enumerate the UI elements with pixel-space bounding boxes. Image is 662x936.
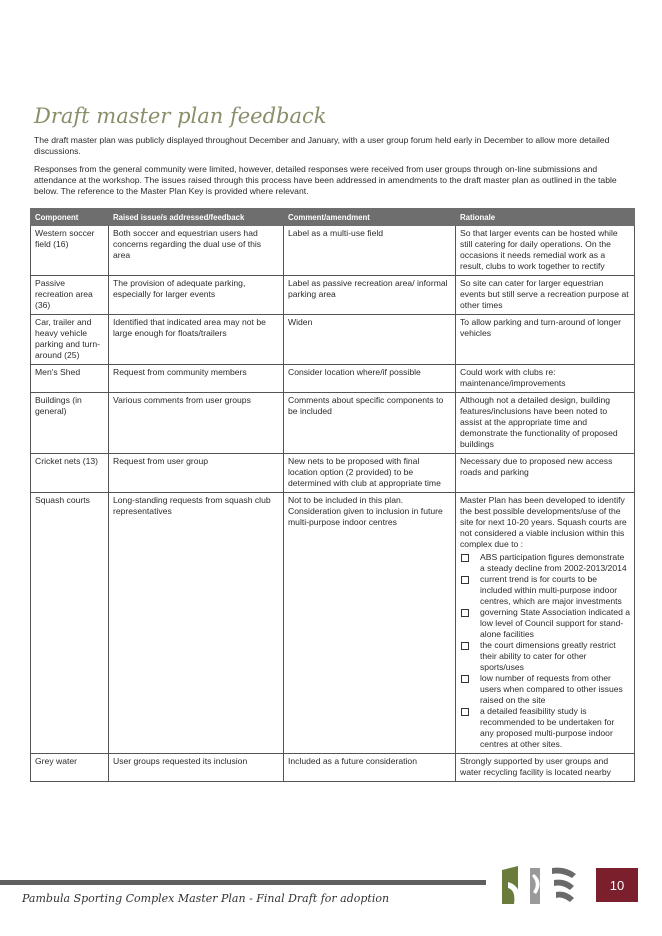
checkbox-icon — [461, 708, 469, 716]
table-row — [31, 393, 635, 454]
cell-rationale — [456, 493, 635, 754]
bullet-item — [460, 574, 630, 607]
cell-component: Cricket nets (13) — [31, 454, 109, 493]
footer-divider — [0, 880, 486, 885]
cell-component: Passive recreation area (36) — [31, 276, 109, 315]
checkbox-icon — [461, 675, 469, 683]
table-row — [31, 365, 635, 393]
cell-issue: Both soccer and equestrian users had concerns regarding the dual use of this area — [109, 226, 284, 276]
bullet-item — [460, 706, 630, 750]
cell-rationale: So that larger events can be hosted while still catering for daily operations. On the occasions it needs remedial work as a result, clubs to work together to rectify — [456, 226, 635, 276]
cell-comment: Label as a multi-use field — [284, 226, 456, 276]
bullet-text: the court dimensions greatly restrict their ability to cater for other sports/uses — [480, 640, 616, 672]
cell-rationale: Could work with clubs re: maintenance/improvements — [456, 365, 635, 393]
cell-comment: Not to be included in this plan. Consideration given to inclusion in future multi-purpose indoor centres — [284, 493, 456, 754]
column-header-issue: Raised issue/s addressed/feedback — [109, 209, 284, 226]
feedback-table — [30, 208, 635, 782]
cell-issue: Various comments from user groups — [109, 393, 284, 454]
cell-component: Squash courts — [31, 493, 109, 754]
bullet-text: governing State Association indicated a low level of Council support for stand-alone facilities — [480, 607, 631, 639]
column-header-comment: Comment/amendment — [284, 209, 456, 226]
cell-rationale: Necessary due to proposed new access roads and parking — [456, 454, 635, 493]
column-header-rationale: Rationale — [456, 209, 635, 226]
cell-comment: Comments about specific components to be included — [284, 393, 456, 454]
footer-title: Pambula Sporting Complex Master Plan - Final Draft for adoption — [22, 892, 390, 905]
bullet-item — [460, 673, 630, 706]
table-row — [31, 226, 635, 276]
table-row — [31, 754, 635, 782]
column-header-component: Component — [31, 209, 109, 226]
bullet-item — [460, 552, 630, 574]
rationale-bullet-list — [460, 552, 630, 750]
cell-rationale: So site can cater for larger equestrian events but still serve a recreation purpose at other times — [456, 276, 635, 315]
cell-issue: Request from community members — [109, 365, 284, 393]
cell-issue: Identified that indicated area may not be large enough for floats/trailers — [109, 315, 284, 365]
page-title: Draft master plan feedback — [34, 104, 327, 128]
cell-comment: Widen — [284, 315, 456, 365]
checkbox-icon — [461, 554, 469, 562]
bullet-item — [460, 607, 630, 640]
rationale-intro: Master Plan has been developed to identify the best possible developments/use of the site for next 10-20 years. Squash courts are not considered a viable inclusion within this complex due to : — [460, 495, 627, 549]
cell-issue: Request from user group — [109, 454, 284, 493]
table-row — [31, 276, 635, 315]
sapphire-coast-logo — [500, 864, 592, 906]
cell-component: Grey water — [31, 754, 109, 782]
bullet-text: a detailed feasibility study is recommended to be undertaken for any proposed multi-purpose indoor centres at other sites. — [480, 706, 615, 749]
checkbox-icon — [461, 609, 469, 617]
intro-paragraph-1: The draft master plan was publicly displayed throughout December and January, with a user group forum held early in December to allow more detailed discussions. — [34, 135, 610, 156]
page-number-badge: 10 — [596, 868, 638, 902]
cell-issue: User groups requested its inclusion — [109, 754, 284, 782]
cell-component: Car, trailer and heavy vehicle parking and turn-around (25) — [31, 315, 109, 365]
cell-component: Western soccer field (16) — [31, 226, 109, 276]
table-row — [31, 493, 635, 754]
cell-rationale: To allow parking and turn-around of longer vehicles — [456, 315, 635, 365]
checkbox-icon — [461, 576, 469, 584]
bullet-text: low number of requests from other users when compared to other issues raised on the site — [480, 673, 623, 705]
cell-issue: Long-standing requests from squash club representatives — [109, 493, 284, 754]
cell-comment: Consider location where/if possible — [284, 365, 456, 393]
cell-rationale: Strongly supported by user groups and water recycling facility is located nearby — [456, 754, 635, 782]
bullet-text: ABS participation figures demonstrate a steady decline from 2002-2013/2014 — [480, 552, 627, 573]
table-header-row — [31, 209, 635, 226]
cell-comment: Included as a future consideration — [284, 754, 456, 782]
table-row — [31, 454, 635, 493]
cell-component: Buildings (in general) — [31, 393, 109, 454]
cell-rationale: Although not a detailed design, building features/inclusions have been noted to assist at the appropriate time and demonstrate the functionality of proposed buildings — [456, 393, 635, 454]
bullet-text: current trend is for courts to be included within multi-purpose indoor centres, which are major investments — [480, 574, 622, 606]
table-row — [31, 315, 635, 365]
cell-issue: The provision of adequate parking, especially for larger events — [109, 276, 284, 315]
cell-component: Men's Shed — [31, 365, 109, 393]
intro-paragraph-2: Responses from the general community were limited, however, detailed responses were received from user groups through on-line submissions and attendance at the workshop. The issues raised through this process have been addressed in amendments to the draft master plan as outlined in the table below. The reference to the Master Plan Key is provided where relevant. — [34, 164, 617, 196]
cell-comment: Label as passive recreation area/ informal parking area — [284, 276, 456, 315]
bullet-item — [460, 640, 630, 673]
checkbox-icon — [461, 642, 469, 650]
cell-comment: New nets to be proposed with final location option (2 provided) to be determined with club at appropriate time — [284, 454, 456, 493]
